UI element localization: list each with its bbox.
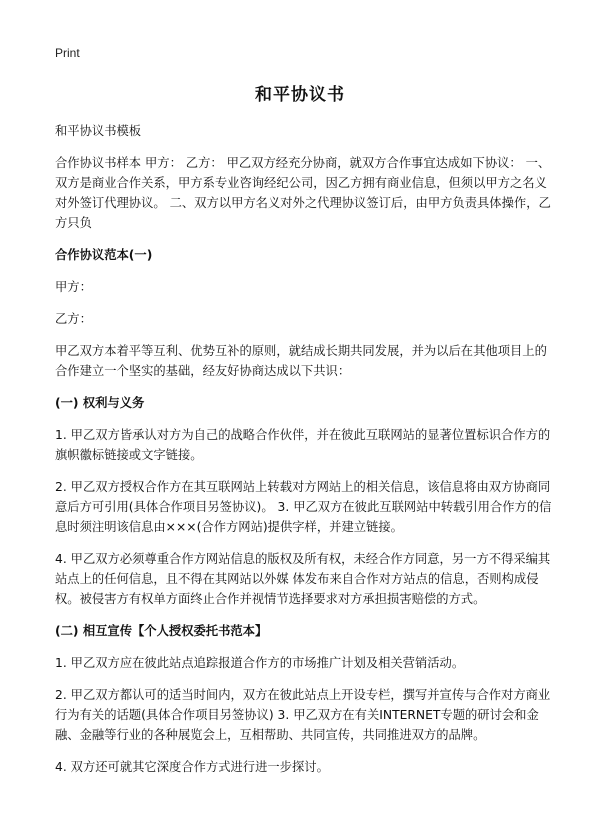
print-link[interactable]: Print [55,46,80,60]
subtitle: 和平协议书模板 [55,124,142,138]
document-body [55,121,552,789]
clause-2-3: 2. 甲乙双方授权合作方在其互联网站上转载对方网站上的相关信息，该信息将由双方协商同意后方可引用(具体合作项目另签协议)。 3. 甲乙双方在彼此互联网站中转载引用合作方的信息时须注明该信息由×××(合作方网站)提供字样，并建立链接。 [55,480,552,534]
section-heading-rights: (一) 权利与义务 [55,396,145,410]
section-heading-template-one: 合作协议范本(一) [55,248,153,262]
party-b-label: 乙方： [55,312,92,326]
page-title: 和平协议书 [255,85,345,105]
clause-4: 4. 甲乙双方必须尊重合作方网站信息的版权及所有权，未经合作方同意，另一方不得采编其站点上的任何信息，且不得在其网站以外媒 体发布来自合作对方站点的信息，否则构成侵权。被侵害方有权单方面终止合作并视情节选择要求对方承担损害赔偿的方式。 [55,552,551,606]
intro-paragraph: 合作协议书样本 甲方： 乙方： 甲乙双方经充分协商，就双方合作事宜达成如下协议： 一、双方是商业合作关系，甲方系专业咨询经纪公司，因乙方拥有商业信息，但须以甲方之名义对外签订代理协议。 二、双方以甲方名义对外之代理协议签订后，由甲方负责具体操作，乙方只负 [55,156,551,230]
clause-1: 1. 甲乙双方皆承认对方为自己的战略合作伙伴，并在彼此互联网站的显著位置标识合作方的旗帜徽标链接或文字链接。 [55,428,551,462]
party-a-label: 甲方： [55,280,92,294]
promo-clause-2-3: 2. 甲乙双方都认可的适当时间内，双方在彼此站点上开设专栏，撰写并宣传与合作对方商业行为有关的话题(具体合作项目另签协议) 3. 甲乙双方在有关INTERNET专题的研讨会和金融、金融等行业的各种展览会上，互相帮助、共同宣传，共同推进双方的品牌。 [55,688,551,742]
promo-clause-1: 1. 甲乙双方应在彼此站点追踪报道合作方的市场推广计划及相关营销活动。 [55,656,465,670]
promo-clause-4: 4. 双方还可就其它深度合作方式进行进一步探讨。 [55,760,329,774]
preamble-paragraph: 甲乙双方本着平等互利、优势互补的原则，就结成长期共同发展，并为以后在其他项目上的合作建立一个坚实的基础，经友好协商达成以下共识： [55,344,547,378]
section-heading-promotion: (二) 相互宣传【个人授权委托书范本】 [55,624,268,638]
